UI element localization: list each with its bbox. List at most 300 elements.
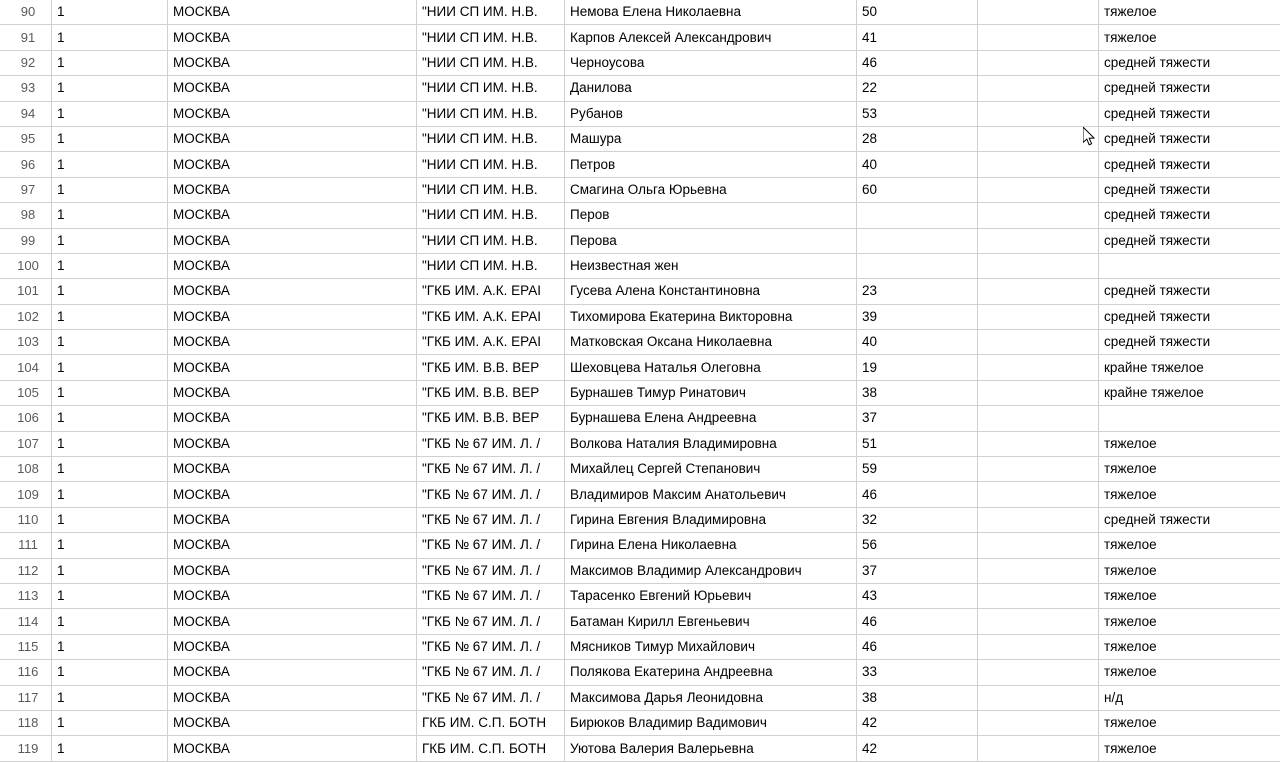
cell-name-text: Михайлец Сергей Степанович <box>570 457 856 481</box>
cell-num[interactable] <box>52 253 168 278</box>
cell-name[interactable] <box>565 533 857 558</box>
cell-region[interactable] <box>168 253 417 278</box>
cell-blank[interactable] <box>978 330 1099 355</box>
row-header[interactable]: 94 <box>0 101 52 126</box>
cell-region[interactable] <box>168 609 417 634</box>
cell-hospital[interactable] <box>417 203 565 228</box>
cell-hospital[interactable] <box>417 152 565 177</box>
table-row[interactable] <box>0 253 1280 278</box>
cell-num[interactable] <box>52 507 168 532</box>
cell-region[interactable] <box>168 685 417 710</box>
cell-num[interactable] <box>52 0 168 25</box>
table-row[interactable] <box>0 203 1280 228</box>
cell-hospital-text: "НИИ СП ИМ. Н.В. <box>422 229 564 253</box>
cell-hospital[interactable] <box>417 660 565 685</box>
cell-num[interactable] <box>52 685 168 710</box>
cell-age[interactable] <box>857 710 978 735</box>
cell-state[interactable] <box>1099 507 1280 532</box>
cell-num[interactable] <box>52 583 168 608</box>
cell-blank[interactable] <box>978 279 1099 304</box>
cell-blank[interactable] <box>978 660 1099 685</box>
table-row[interactable] <box>0 152 1280 177</box>
cell-age[interactable] <box>857 279 978 304</box>
cell-blank[interactable] <box>978 736 1099 761</box>
cell-name[interactable] <box>565 710 857 735</box>
cell-num[interactable] <box>52 558 168 583</box>
cell-region[interactable] <box>168 406 417 431</box>
cell-hospital-text: "НИИ СП ИМ. Н.В. <box>422 0 564 24</box>
cell-hospital[interactable] <box>417 177 565 202</box>
cell-name[interactable] <box>565 583 857 608</box>
cell-name[interactable] <box>565 101 857 126</box>
cell-hospital[interactable] <box>417 457 565 482</box>
cell-hospital[interactable] <box>417 406 565 431</box>
cell-state[interactable] <box>1099 533 1280 558</box>
cell-state[interactable] <box>1099 279 1280 304</box>
cell-hospital[interactable] <box>417 330 565 355</box>
table-row[interactable] <box>0 533 1280 558</box>
table-row[interactable] <box>0 583 1280 608</box>
table-row[interactable] <box>0 736 1280 761</box>
cell-blank[interactable] <box>978 304 1099 329</box>
row-header[interactable]: 97 <box>0 177 52 202</box>
cell-state[interactable] <box>1099 736 1280 761</box>
cell-hospital[interactable] <box>417 25 565 50</box>
cell-blank[interactable] <box>978 76 1099 101</box>
cell-num-text: 1 <box>57 178 167 202</box>
cell-region-text: МОСКВА <box>173 610 416 634</box>
cell-name-text: Максимов Владимир Александрович <box>570 559 856 583</box>
cell-region[interactable] <box>168 736 417 761</box>
cell-blank[interactable] <box>978 609 1099 634</box>
cell-age[interactable] <box>857 228 978 253</box>
cell-region[interactable] <box>168 457 417 482</box>
cell-region-text: МОСКВА <box>173 457 416 481</box>
cell-name[interactable] <box>565 126 857 151</box>
cell-age[interactable] <box>857 203 978 228</box>
cell-blank[interactable] <box>978 583 1099 608</box>
cell-num[interactable] <box>52 50 168 75</box>
cell-num[interactable] <box>52 76 168 101</box>
cell-region[interactable] <box>168 0 417 25</box>
row-header[interactable]: 104 <box>0 355 52 380</box>
cell-age[interactable] <box>857 380 978 405</box>
cell-region-text: МОСКВА <box>173 584 416 608</box>
cell-num[interactable] <box>52 152 168 177</box>
cell-name[interactable] <box>565 0 857 25</box>
cell-hospital[interactable] <box>417 685 565 710</box>
cell-hospital-text: "ГКБ № 67 ИМ. Л. / <box>422 635 564 659</box>
cell-age[interactable] <box>857 558 978 583</box>
cell-num[interactable] <box>52 101 168 126</box>
cell-state[interactable] <box>1099 330 1280 355</box>
cell-name[interactable] <box>565 76 857 101</box>
cell-state[interactable] <box>1099 25 1280 50</box>
cell-blank[interactable] <box>978 507 1099 532</box>
cell-age[interactable] <box>857 126 978 151</box>
cell-region[interactable] <box>168 533 417 558</box>
row-header[interactable]: 99 <box>0 228 52 253</box>
table-row[interactable] <box>0 634 1280 659</box>
cell-hospital[interactable] <box>417 736 565 761</box>
cell-hospital[interactable] <box>417 507 565 532</box>
cell-age[interactable] <box>857 177 978 202</box>
cell-state[interactable] <box>1099 710 1280 735</box>
cell-age[interactable] <box>857 533 978 558</box>
cell-num-text: 1 <box>57 508 167 532</box>
row-header[interactable]: 91 <box>0 25 52 50</box>
cell-hospital[interactable] <box>417 710 565 735</box>
cell-region[interactable] <box>168 279 417 304</box>
cell-age[interactable] <box>857 457 978 482</box>
cell-state-text: тяжелое <box>1104 635 1280 659</box>
cell-age[interactable] <box>857 431 978 456</box>
cell-region[interactable] <box>168 50 417 75</box>
table-row[interactable] <box>0 431 1280 456</box>
cell-name[interactable] <box>565 177 857 202</box>
cell-state[interactable] <box>1099 76 1280 101</box>
table-row[interactable] <box>0 457 1280 482</box>
cell-name[interactable] <box>565 228 857 253</box>
table-row[interactable] <box>0 76 1280 101</box>
table-row[interactable] <box>0 50 1280 75</box>
row-header[interactable]: 108 <box>0 457 52 482</box>
table-row[interactable] <box>0 0 1280 25</box>
cell-age[interactable] <box>857 101 978 126</box>
cell-name[interactable] <box>565 380 857 405</box>
row-header[interactable]: 95 <box>0 126 52 151</box>
cell-blank[interactable] <box>978 710 1099 735</box>
cell-name[interactable] <box>565 736 857 761</box>
cell-state[interactable] <box>1099 177 1280 202</box>
cell-blank[interactable] <box>978 406 1099 431</box>
row-header[interactable]: 113 <box>0 583 52 608</box>
cell-hospital[interactable] <box>417 228 565 253</box>
cell-num[interactable] <box>52 660 168 685</box>
row-header[interactable]: 100 <box>0 253 52 278</box>
cell-name[interactable] <box>565 330 857 355</box>
cell-blank[interactable] <box>978 126 1099 151</box>
cell-blank[interactable] <box>978 431 1099 456</box>
cell-num-text: 1 <box>57 635 167 659</box>
cell-state[interactable] <box>1099 126 1280 151</box>
table-row[interactable] <box>0 101 1280 126</box>
cell-state[interactable] <box>1099 101 1280 126</box>
cell-hospital[interactable] <box>417 609 565 634</box>
cell-age[interactable] <box>857 583 978 608</box>
cell-num[interactable] <box>52 330 168 355</box>
row-header[interactable]: 114 <box>0 609 52 634</box>
cell-region[interactable] <box>168 76 417 101</box>
cell-blank[interactable] <box>978 228 1099 253</box>
cell-state[interactable] <box>1099 609 1280 634</box>
cell-name[interactable] <box>565 482 857 507</box>
cell-num[interactable] <box>52 406 168 431</box>
table-row[interactable] <box>0 228 1280 253</box>
cell-state[interactable] <box>1099 304 1280 329</box>
table-row[interactable] <box>0 660 1280 685</box>
cell-num[interactable] <box>52 482 168 507</box>
cell-region[interactable] <box>168 380 417 405</box>
table-row[interactable] <box>0 355 1280 380</box>
row-header[interactable]: 105 <box>0 380 52 405</box>
cell-num[interactable] <box>52 710 168 735</box>
cell-num[interactable] <box>52 609 168 634</box>
cell-region[interactable] <box>168 583 417 608</box>
cell-state[interactable] <box>1099 634 1280 659</box>
cell-region-text: МОСКВА <box>173 178 416 202</box>
cell-region-text: МОСКВА <box>173 660 416 684</box>
cell-blank[interactable] <box>978 0 1099 25</box>
cell-hospital-text: "НИИ СП ИМ. Н.В. <box>422 26 564 50</box>
cell-age[interactable] <box>857 406 978 431</box>
cell-num[interactable] <box>52 634 168 659</box>
cell-state-text: тяжелое <box>1104 559 1280 583</box>
cell-blank[interactable] <box>978 50 1099 75</box>
table-row[interactable] <box>0 126 1280 151</box>
row-header[interactable]: 98 <box>0 203 52 228</box>
cell-region[interactable] <box>168 431 417 456</box>
cell-hospital[interactable] <box>417 583 565 608</box>
cell-region[interactable] <box>168 330 417 355</box>
cell-name[interactable] <box>565 609 857 634</box>
cell-blank[interactable] <box>978 634 1099 659</box>
cell-blank[interactable] <box>978 380 1099 405</box>
cell-num[interactable] <box>52 457 168 482</box>
cell-name[interactable] <box>565 355 857 380</box>
cell-region[interactable] <box>168 228 417 253</box>
cell-blank[interactable] <box>978 101 1099 126</box>
cell-num[interactable] <box>52 380 168 405</box>
cell-blank[interactable] <box>978 558 1099 583</box>
cell-region-text: МОСКВА <box>173 305 416 329</box>
row-header[interactable]: 102 <box>0 304 52 329</box>
cell-age[interactable] <box>857 507 978 532</box>
cell-name-text: Тихомирова Екатерина Викторовна <box>570 305 856 329</box>
cell-age[interactable] <box>857 685 978 710</box>
cell-region[interactable] <box>168 25 417 50</box>
cell-state[interactable] <box>1099 431 1280 456</box>
cell-name[interactable] <box>565 431 857 456</box>
table-row[interactable] <box>0 609 1280 634</box>
cell-num[interactable] <box>52 355 168 380</box>
cell-blank[interactable] <box>978 457 1099 482</box>
cell-state[interactable] <box>1099 685 1280 710</box>
cell-blank[interactable] <box>978 177 1099 202</box>
cell-num[interactable] <box>52 25 168 50</box>
table-row[interactable] <box>0 507 1280 532</box>
cell-num[interactable] <box>52 533 168 558</box>
cell-name[interactable] <box>565 406 857 431</box>
cell-region[interactable] <box>168 660 417 685</box>
cell-num[interactable] <box>52 177 168 202</box>
cell-name-text: Машура <box>570 127 856 151</box>
cell-hospital-text: "ГКБ № 67 ИМ. Л. / <box>422 660 564 684</box>
cell-region[interactable] <box>168 101 417 126</box>
cell-age[interactable] <box>857 609 978 634</box>
cell-num[interactable] <box>52 203 168 228</box>
cell-name[interactable] <box>565 152 857 177</box>
cell-age[interactable] <box>857 330 978 355</box>
cell-state[interactable] <box>1099 660 1280 685</box>
cell-state[interactable] <box>1099 406 1280 431</box>
cell-blank[interactable] <box>978 482 1099 507</box>
cell-blank[interactable] <box>978 152 1099 177</box>
table-row[interactable] <box>0 406 1280 431</box>
cell-name[interactable] <box>565 685 857 710</box>
cell-age[interactable] <box>857 152 978 177</box>
row-header[interactable]: 101 <box>0 279 52 304</box>
cell-region[interactable] <box>168 482 417 507</box>
row-header[interactable]: 118 <box>0 710 52 735</box>
row-header[interactable]: 116 <box>0 660 52 685</box>
cell-name[interactable] <box>565 304 857 329</box>
cell-state-text: тяжелое <box>1104 533 1280 557</box>
cell-num[interactable] <box>52 279 168 304</box>
cell-state-text: средней тяжести <box>1104 203 1280 227</box>
row-header[interactable]: 106 <box>0 406 52 431</box>
cell-hospital[interactable] <box>417 126 565 151</box>
cell-age[interactable] <box>857 634 978 659</box>
cell-num-text: 1 <box>57 356 167 380</box>
cell-age[interactable] <box>857 736 978 761</box>
table-row[interactable] <box>0 558 1280 583</box>
row-header[interactable]: 109 <box>0 482 52 507</box>
cell-state-text: н/д <box>1104 686 1280 710</box>
cell-num[interactable] <box>52 126 168 151</box>
cell-hospital[interactable] <box>417 431 565 456</box>
row-header[interactable]: 112 <box>0 558 52 583</box>
cell-state[interactable] <box>1099 558 1280 583</box>
cell-hospital[interactable] <box>417 0 565 25</box>
row-header[interactable]: 96 <box>0 152 52 177</box>
cell-num[interactable] <box>52 228 168 253</box>
table-row[interactable] <box>0 330 1280 355</box>
cell-hospital[interactable] <box>417 279 565 304</box>
cell-num[interactable] <box>52 304 168 329</box>
cell-state[interactable] <box>1099 50 1280 75</box>
cell-blank[interactable] <box>978 355 1099 380</box>
cell-hospital[interactable] <box>417 558 565 583</box>
cell-hospital[interactable] <box>417 101 565 126</box>
cell-age[interactable] <box>857 304 978 329</box>
cell-hospital[interactable] <box>417 482 565 507</box>
cell-name[interactable] <box>565 558 857 583</box>
table-row[interactable] <box>0 710 1280 735</box>
row-header[interactable]: 110 <box>0 507 52 532</box>
table-row[interactable] <box>0 482 1280 507</box>
cell-hospital[interactable] <box>417 355 565 380</box>
cell-age[interactable] <box>857 25 978 50</box>
cell-region[interactable] <box>168 177 417 202</box>
cell-state-text: средней тяжести <box>1104 153 1280 177</box>
cell-num[interactable] <box>52 736 168 761</box>
cell-name[interactable] <box>565 203 857 228</box>
cell-region[interactable] <box>168 507 417 532</box>
cell-name[interactable] <box>565 660 857 685</box>
cell-hospital[interactable] <box>417 76 565 101</box>
cell-blank[interactable] <box>978 685 1099 710</box>
cell-name-text: Матковская Оксана Николаевна <box>570 330 856 354</box>
cell-state[interactable] <box>1099 482 1280 507</box>
cell-name[interactable] <box>565 50 857 75</box>
cell-age[interactable] <box>857 355 978 380</box>
table-row[interactable] <box>0 380 1280 405</box>
cell-state[interactable] <box>1099 253 1280 278</box>
cell-age[interactable] <box>857 0 978 25</box>
row-header[interactable]: 107 <box>0 431 52 456</box>
cell-region[interactable] <box>168 203 417 228</box>
cell-hospital[interactable] <box>417 533 565 558</box>
cell-name[interactable] <box>565 253 857 278</box>
cell-age[interactable] <box>857 660 978 685</box>
cell-hospital[interactable] <box>417 304 565 329</box>
cell-age-text: 23 <box>862 279 977 303</box>
cell-state[interactable] <box>1099 0 1280 25</box>
table-row[interactable] <box>0 279 1280 304</box>
row-header[interactable]: 92 <box>0 50 52 75</box>
cell-state[interactable] <box>1099 152 1280 177</box>
cell-blank[interactable] <box>978 203 1099 228</box>
cell-state-text: тяжелое <box>1104 457 1280 481</box>
cell-age[interactable] <box>857 482 978 507</box>
table-row[interactable] <box>0 25 1280 50</box>
row-header[interactable]: 93 <box>0 76 52 101</box>
cell-age[interactable] <box>857 253 978 278</box>
cell-name[interactable] <box>565 634 857 659</box>
cell-name-text: Бурнашев Тимур Ринатович <box>570 381 856 405</box>
row-header[interactable]: 90 <box>0 0 52 25</box>
row-header[interactable]: 117 <box>0 685 52 710</box>
cell-hospital[interactable] <box>417 380 565 405</box>
cell-blank[interactable] <box>978 25 1099 50</box>
row-header[interactable]: 119 <box>0 736 52 761</box>
cell-hospital[interactable] <box>417 634 565 659</box>
cell-region[interactable] <box>168 634 417 659</box>
cell-hospital[interactable] <box>417 50 565 75</box>
row-header[interactable]: 111 <box>0 533 52 558</box>
cell-hospital-text: "НИИ СП ИМ. Н.В. <box>422 51 564 75</box>
row-header[interactable]: 103 <box>0 330 52 355</box>
cell-state[interactable] <box>1099 203 1280 228</box>
cell-region[interactable] <box>168 152 417 177</box>
cell-name[interactable] <box>565 279 857 304</box>
cell-region[interactable] <box>168 710 417 735</box>
cell-state[interactable] <box>1099 583 1280 608</box>
cell-region[interactable] <box>168 126 417 151</box>
cell-name[interactable] <box>565 25 857 50</box>
cell-name[interactable] <box>565 507 857 532</box>
cell-state[interactable] <box>1099 380 1280 405</box>
cell-num[interactable] <box>52 431 168 456</box>
cell-age[interactable] <box>857 76 978 101</box>
table-row[interactable] <box>0 177 1280 202</box>
cell-region[interactable] <box>168 558 417 583</box>
cell-state[interactable] <box>1099 457 1280 482</box>
cell-blank[interactable] <box>978 253 1099 278</box>
table-row[interactable] <box>0 304 1280 329</box>
cell-state[interactable] <box>1099 355 1280 380</box>
cell-age[interactable] <box>857 50 978 75</box>
table-row[interactable] <box>0 685 1280 710</box>
cell-hospital[interactable] <box>417 253 565 278</box>
cell-state[interactable] <box>1099 228 1280 253</box>
cell-region[interactable] <box>168 355 417 380</box>
cell-blank[interactable] <box>978 533 1099 558</box>
cell-region[interactable] <box>168 304 417 329</box>
cell-name[interactable] <box>565 457 857 482</box>
row-header[interactable]: 115 <box>0 634 52 659</box>
